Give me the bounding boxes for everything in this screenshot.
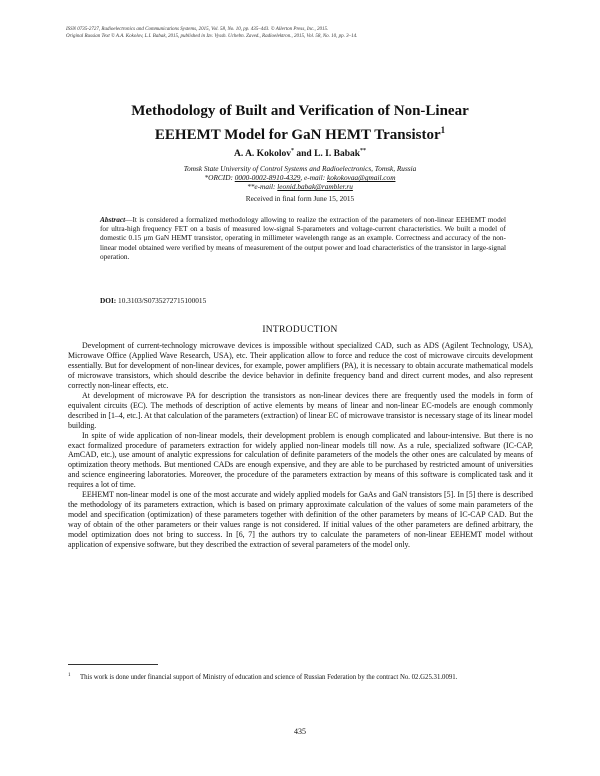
paragraph-4: EEHEMT non-linear model is one of the most accurate and widely applied models for GaAs and GaN transistors [5]. In [5] there is described the methodology of its parameters extraction, which is based on primary approximate calculation of the values of some main parameters of the model and specification (optimization) of these parameters together with definition of the other parameters by means of IC-CAP CAD. But the way of obtain of the other parameters or their values range is not considered. If initial values of the other parameters are defined arbitrary, the model optimization does not bring to success. In [6, 7] the authors try to calculate the parameters of non-linear EEHEMT model without application of expensive software, but they described the extraction of several parameters of the model only.	[68, 490, 533, 550]
author-2: L. I. Babak	[314, 149, 361, 160]
journal-header-line-1: ISSN 0735-2727, Radioelectronics and Communications Systems, 2015, Vol. 58, No. 10, pp. 435–443. © Allerton Press, Inc., 2015.	[66, 27, 329, 32]
body-text	[68, 341, 533, 550]
footnote-text: This work is done under financial support of Ministry of education and science of Russian Federation by the contract No. 02.G25.31.0091.	[80, 674, 458, 681]
author-2-mark: **	[360, 148, 367, 154]
footnote-mark: 1	[68, 673, 71, 678]
author-conjunction: and	[296, 149, 312, 160]
doi-label: DOI:	[100, 296, 117, 305]
email-link-2[interactable]: leonid.babak@rambler.ru	[277, 182, 353, 192]
author-1-mark: *	[291, 148, 294, 154]
paragraph-1: Development of current-technology microwave devices is impossible without specialized CAD, such as ADS (Agilent Technology, USA), Microwave Office (Applied Wave Research, USA), etc. Their application allow to force and reduce the cost of microwave circuits development essentially. But for development of non-linear devices, for example, power amplifiers (PA), it is necessary to obtain accurate mathematical models of microwave transistors, which should describe the device behavior in definite frequency band and direct current modes, and also represent correctly non-linear effects, etc.	[68, 341, 533, 390]
affiliation	[60, 164, 540, 192]
orcid-email-line	[60, 173, 540, 182]
journal-header	[66, 26, 546, 40]
paper-title-line-2	[60, 121, 540, 145]
abstract-text: It is considered a formalized methodology allowing to realize the extraction of the parameters of non-linear EEHEMT model for ultra-high frequency FET on a basis of measured low-signal S-parameters and voltage-current characteristics. We built a model of domestic 0.15 μm GaN HEMT transistor, operating in millimeter wavelength range as an example. Correctness and accuracy of the non-linear model obtained were verified by means of measurement of the output power and load characteristics of the transistor in large-signal operation.	[100, 215, 506, 261]
email-label-2: **e-mail:	[247, 182, 278, 192]
section-heading-introduction: INTRODUCTION	[262, 325, 338, 335]
paper-title	[60, 102, 540, 145]
email-line-2	[60, 182, 540, 191]
paper-title-line-1: Methodology of Built and Verification of Non-Linear	[131, 103, 469, 119]
title-footnote-mark: 1	[440, 125, 446, 135]
doi	[100, 296, 506, 305]
footnote	[68, 671, 533, 682]
paragraph-3: In spite of wide application of non-linear models, their development problem is enough complicated and labour-intensive. But there is no exact formalized procedure of parameters extraction for widely applied non-linear models till now. As a rule, specialized software (IC-CAP, AmCAD, etc.), use amount of analytic expressions for calculation of definite parameters of the models the other ones are calculated by means of optimization theory methods. But mentioned CADs are enough expensive, and they are able to be purchased by restricted amount of universities and science engineering laboratories. Moreover, the procedure of the parameters extraction by means of this software is complicated task and it requires a lot of time.	[68, 430, 533, 490]
journal-header-line-2: Original Russian Text © A.A. Kokolov, L.I. Babak, 2015, published in Izv. Vyssh. Uchebn. Zaved., Radioelektron., 2015, Vol. 58, No. 10, pp. 3–14.	[66, 34, 358, 40]
orcid-label: *ORCID:	[204, 173, 235, 183]
footnote-divider	[68, 664, 158, 665]
paragraph-2: At development of microwave PA for description the transistors as non-linear devices there are frequently used the models in form of equivalent circuits (EC). The methods of description of active elements by means of linear and non-linear EC-models are enough commonly described in [1–4, etc.]. At that calculation of the parameters (extraction) of linear EC of microwave transistor is necessary stage of its linear model building.	[68, 390, 533, 430]
page-number: 435	[294, 727, 306, 736]
abstract-label: Abstract	[100, 215, 126, 224]
abstract-separator: —	[125, 215, 133, 224]
institution: Tomsk State University of Control Systems and Radioelectronics, Tomsk, Russia	[183, 164, 417, 173]
doi-value: 10.3103/S0735272715100015	[116, 296, 207, 305]
author-list	[60, 148, 540, 159]
paper-title-line-2-text: EEHEMT Model for GaN HEMT Transistor	[154, 127, 441, 143]
author-1: A. A. Kokolov	[233, 149, 291, 160]
orcid-link[interactable]: 0000-0002-8910-4329	[234, 173, 301, 183]
abstract	[100, 215, 506, 261]
email-label-1: , e-mail:	[300, 173, 327, 183]
received-date: Received in final form June 15, 2015	[245, 194, 355, 203]
email-link-1[interactable]: kokokovaa@gmail.com	[326, 173, 396, 183]
